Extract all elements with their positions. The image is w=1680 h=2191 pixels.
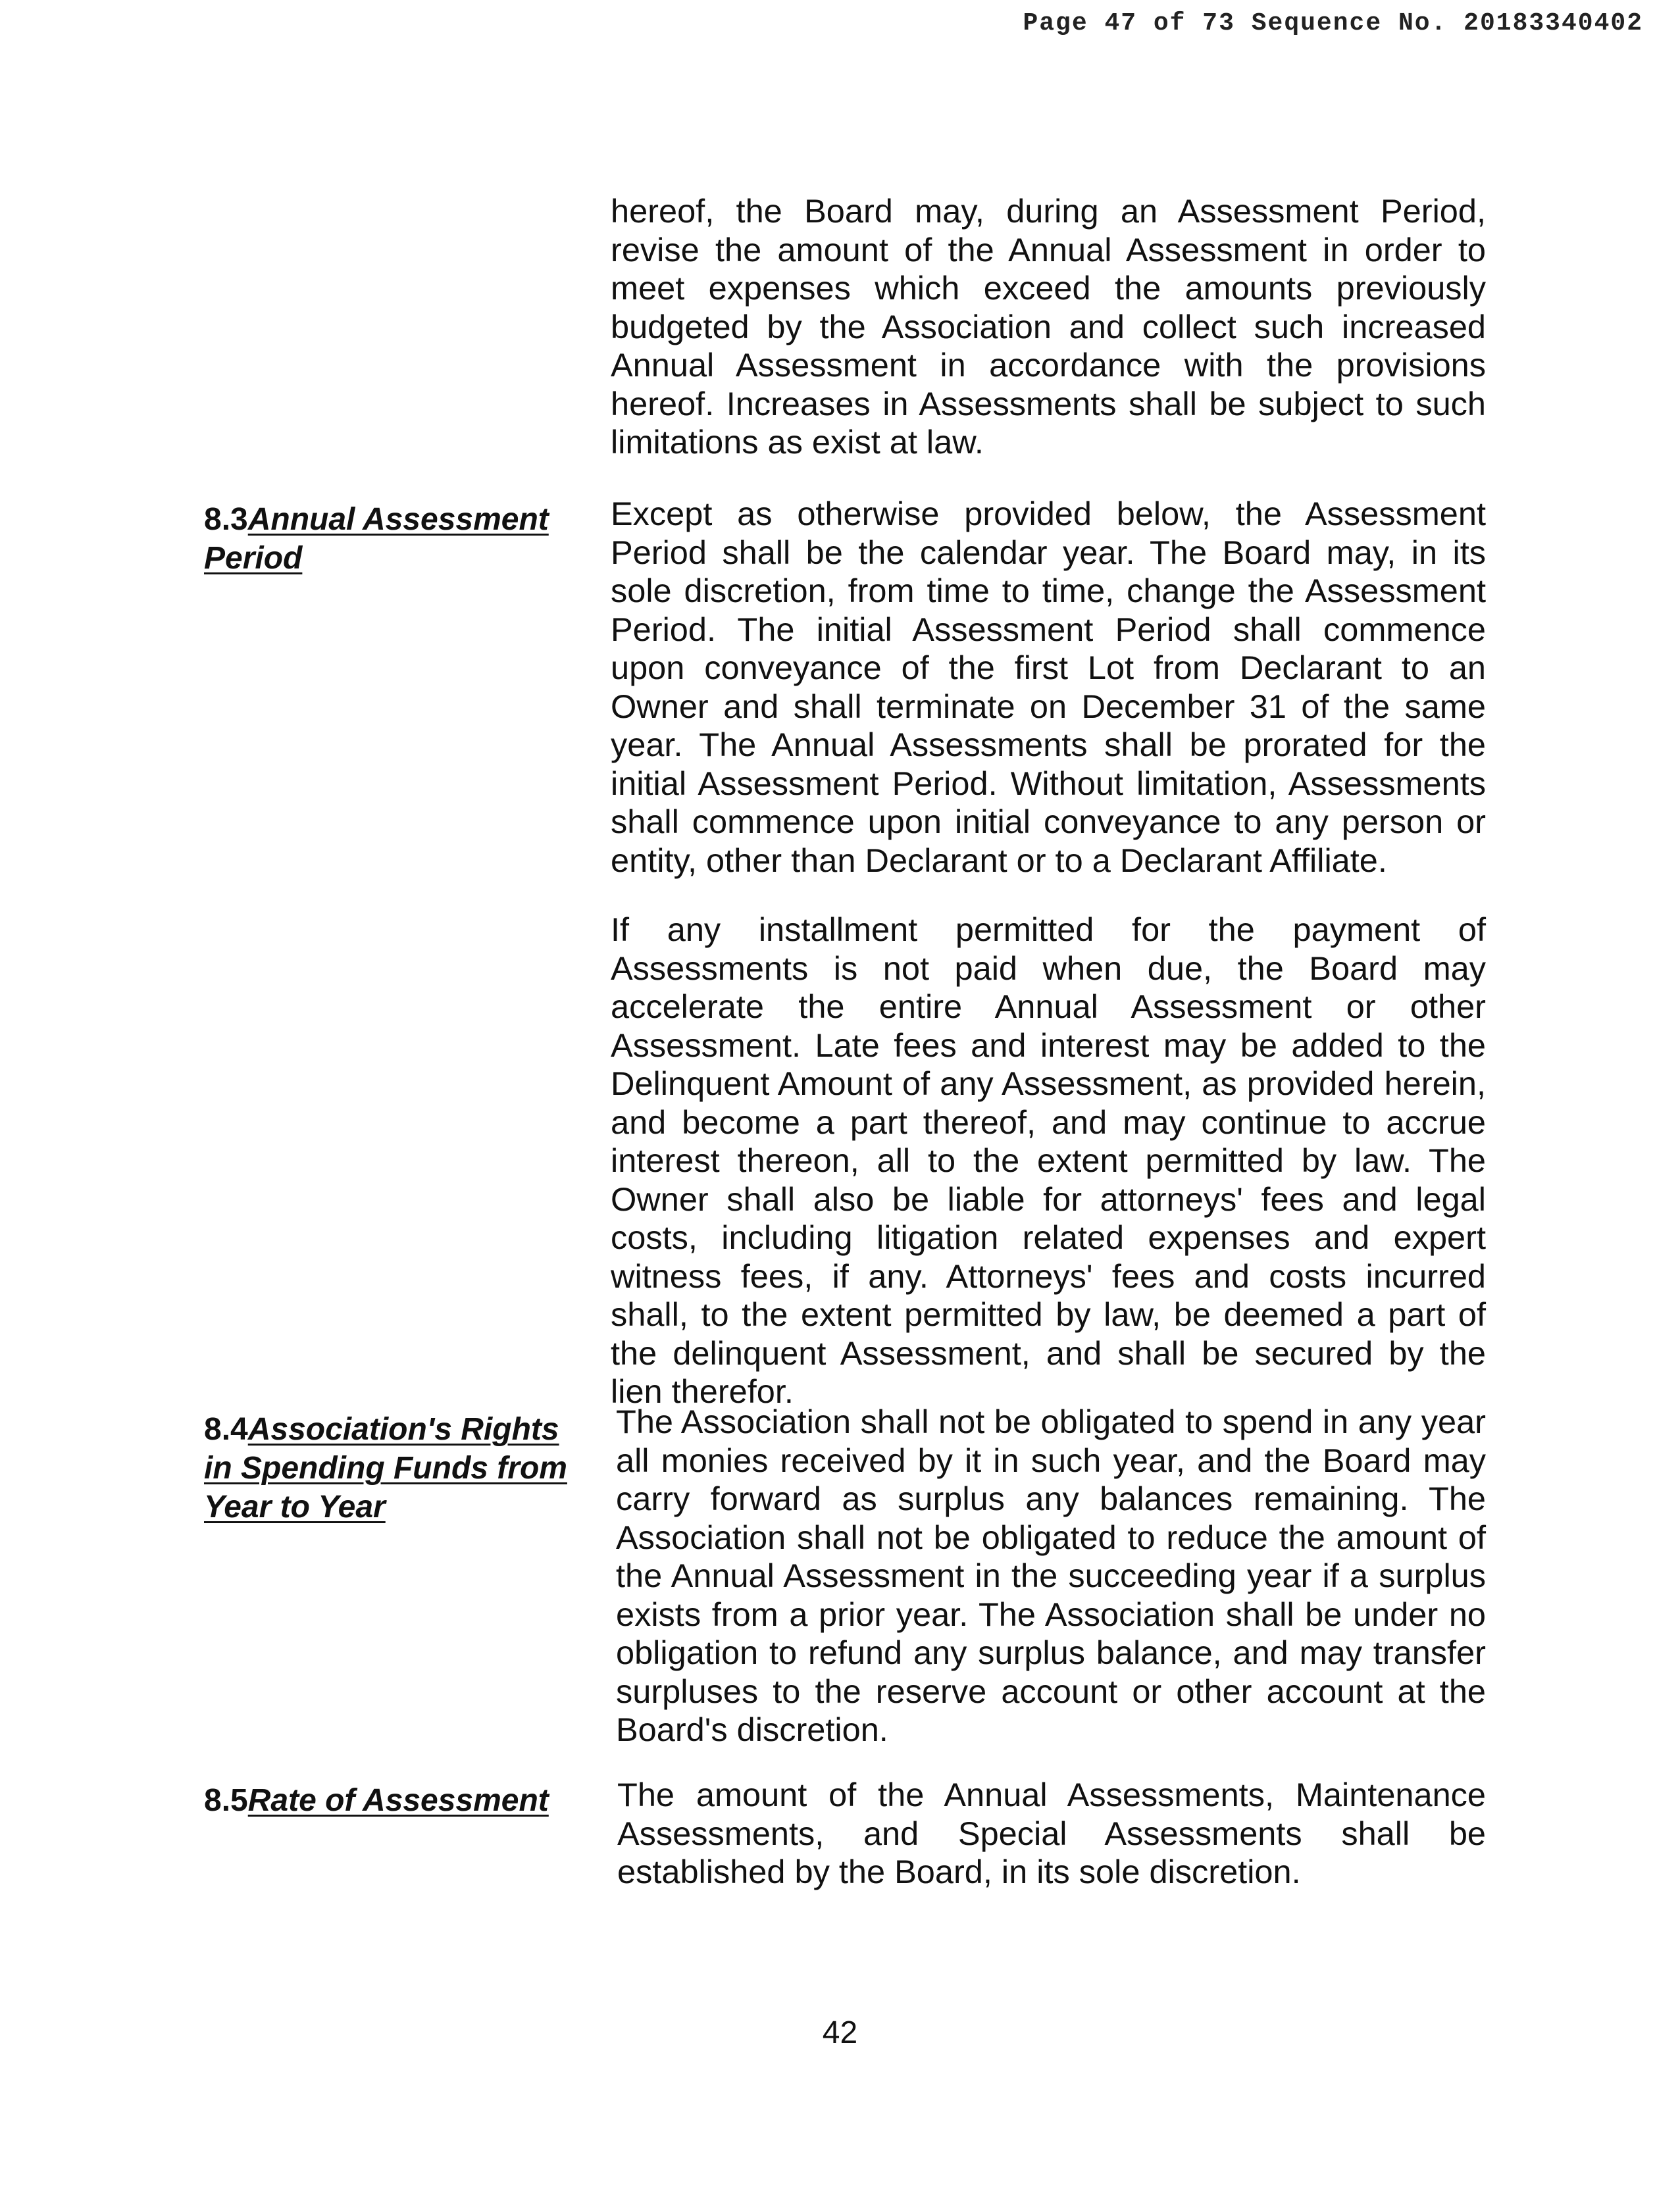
- section-number: 8.4: [204, 1412, 248, 1447]
- section-8-3-paragraph-1: Except as otherwise provided below, the Assessment Period shall be the calendar year. The Board may, in its sole discretion, from time to time, change the Assessment Period. The initial Assessment Period shall commence upon conveyance of the first Lot from Declarant to an Owner and shall terminate on December 31 of the same year. The Annual Assessments shall be prorated for the initial Assessment Period. Without limitation, Assessments shall commence upon initial conveyance to any person or entity, other than Declarant or to a Declarant Affiliate.: [611, 495, 1486, 879]
- section-8-5-paragraph: The amount of the Annual Assessments, Maintenance Assessments, and Special Assessments shall be established by the Board, in its sole discretion.: [617, 1776, 1486, 1890]
- section-number: 8.3: [204, 502, 248, 537]
- section-title: Association's Rights in Spending Funds from Year to Year: [204, 1412, 567, 1524]
- section-title: Annual Assessment Period: [204, 502, 549, 576]
- page-sequence-header: Page 47 of 73 Sequence No. 20183340402: [1023, 9, 1643, 38]
- section-number: 8.5: [204, 1783, 248, 1818]
- section-8-5-heading: [204, 1781, 612, 1820]
- section-8-4-paragraph: The Association shall not be obligated to spend in any year all monies received by it in such year, and the Board may carry forward as surplus any balances remaining. The Association shall not be obligated to reduce the amount of the Annual Assessment in the succeeding year if a surplus exists from a prior year. The Association shall be under no obligation to refund any surplus balance, and may transfer surpluses to the reserve account or other account at the Board's discretion.: [616, 1403, 1486, 1748]
- section-title: Rate of Assessment: [247, 1783, 549, 1818]
- section-8-3-heading: [204, 500, 592, 578]
- page-number: 42: [822, 2015, 858, 2050]
- intro-paragraph: hereof, the Board may, during an Assessment Period, revise the amount of the Annual Assessment in order to meet expenses which exceed the amounts previously budgeted by the Association and collect such increased Annual Assessment in accordance with the provisions hereof. Increases in Assessments shall be subject to such limitations as exist at law.: [611, 192, 1486, 461]
- section-8-4-heading: [204, 1410, 592, 1526]
- section-8-3-paragraph-2: If any installment permitted for the payment of Assessments is not paid when due, the Board may accelerate the entire Annual Assessment or other Assessment. Late fees and interest may be added to the Delinquent Amount of any Assessment, as provided herein, and become a part thereof, and may continue to accrue interest thereon, all to the extent permitted by law. The Owner shall also be liable for attorneys' fees and legal costs, including litigation related expenses and expert witness fees, if any. Attorneys' fees and costs incurred shall, to the extent permitted by law, be deemed a part of the delinquent Assessment, and shall be secured by the lien therefor.: [611, 911, 1486, 1410]
